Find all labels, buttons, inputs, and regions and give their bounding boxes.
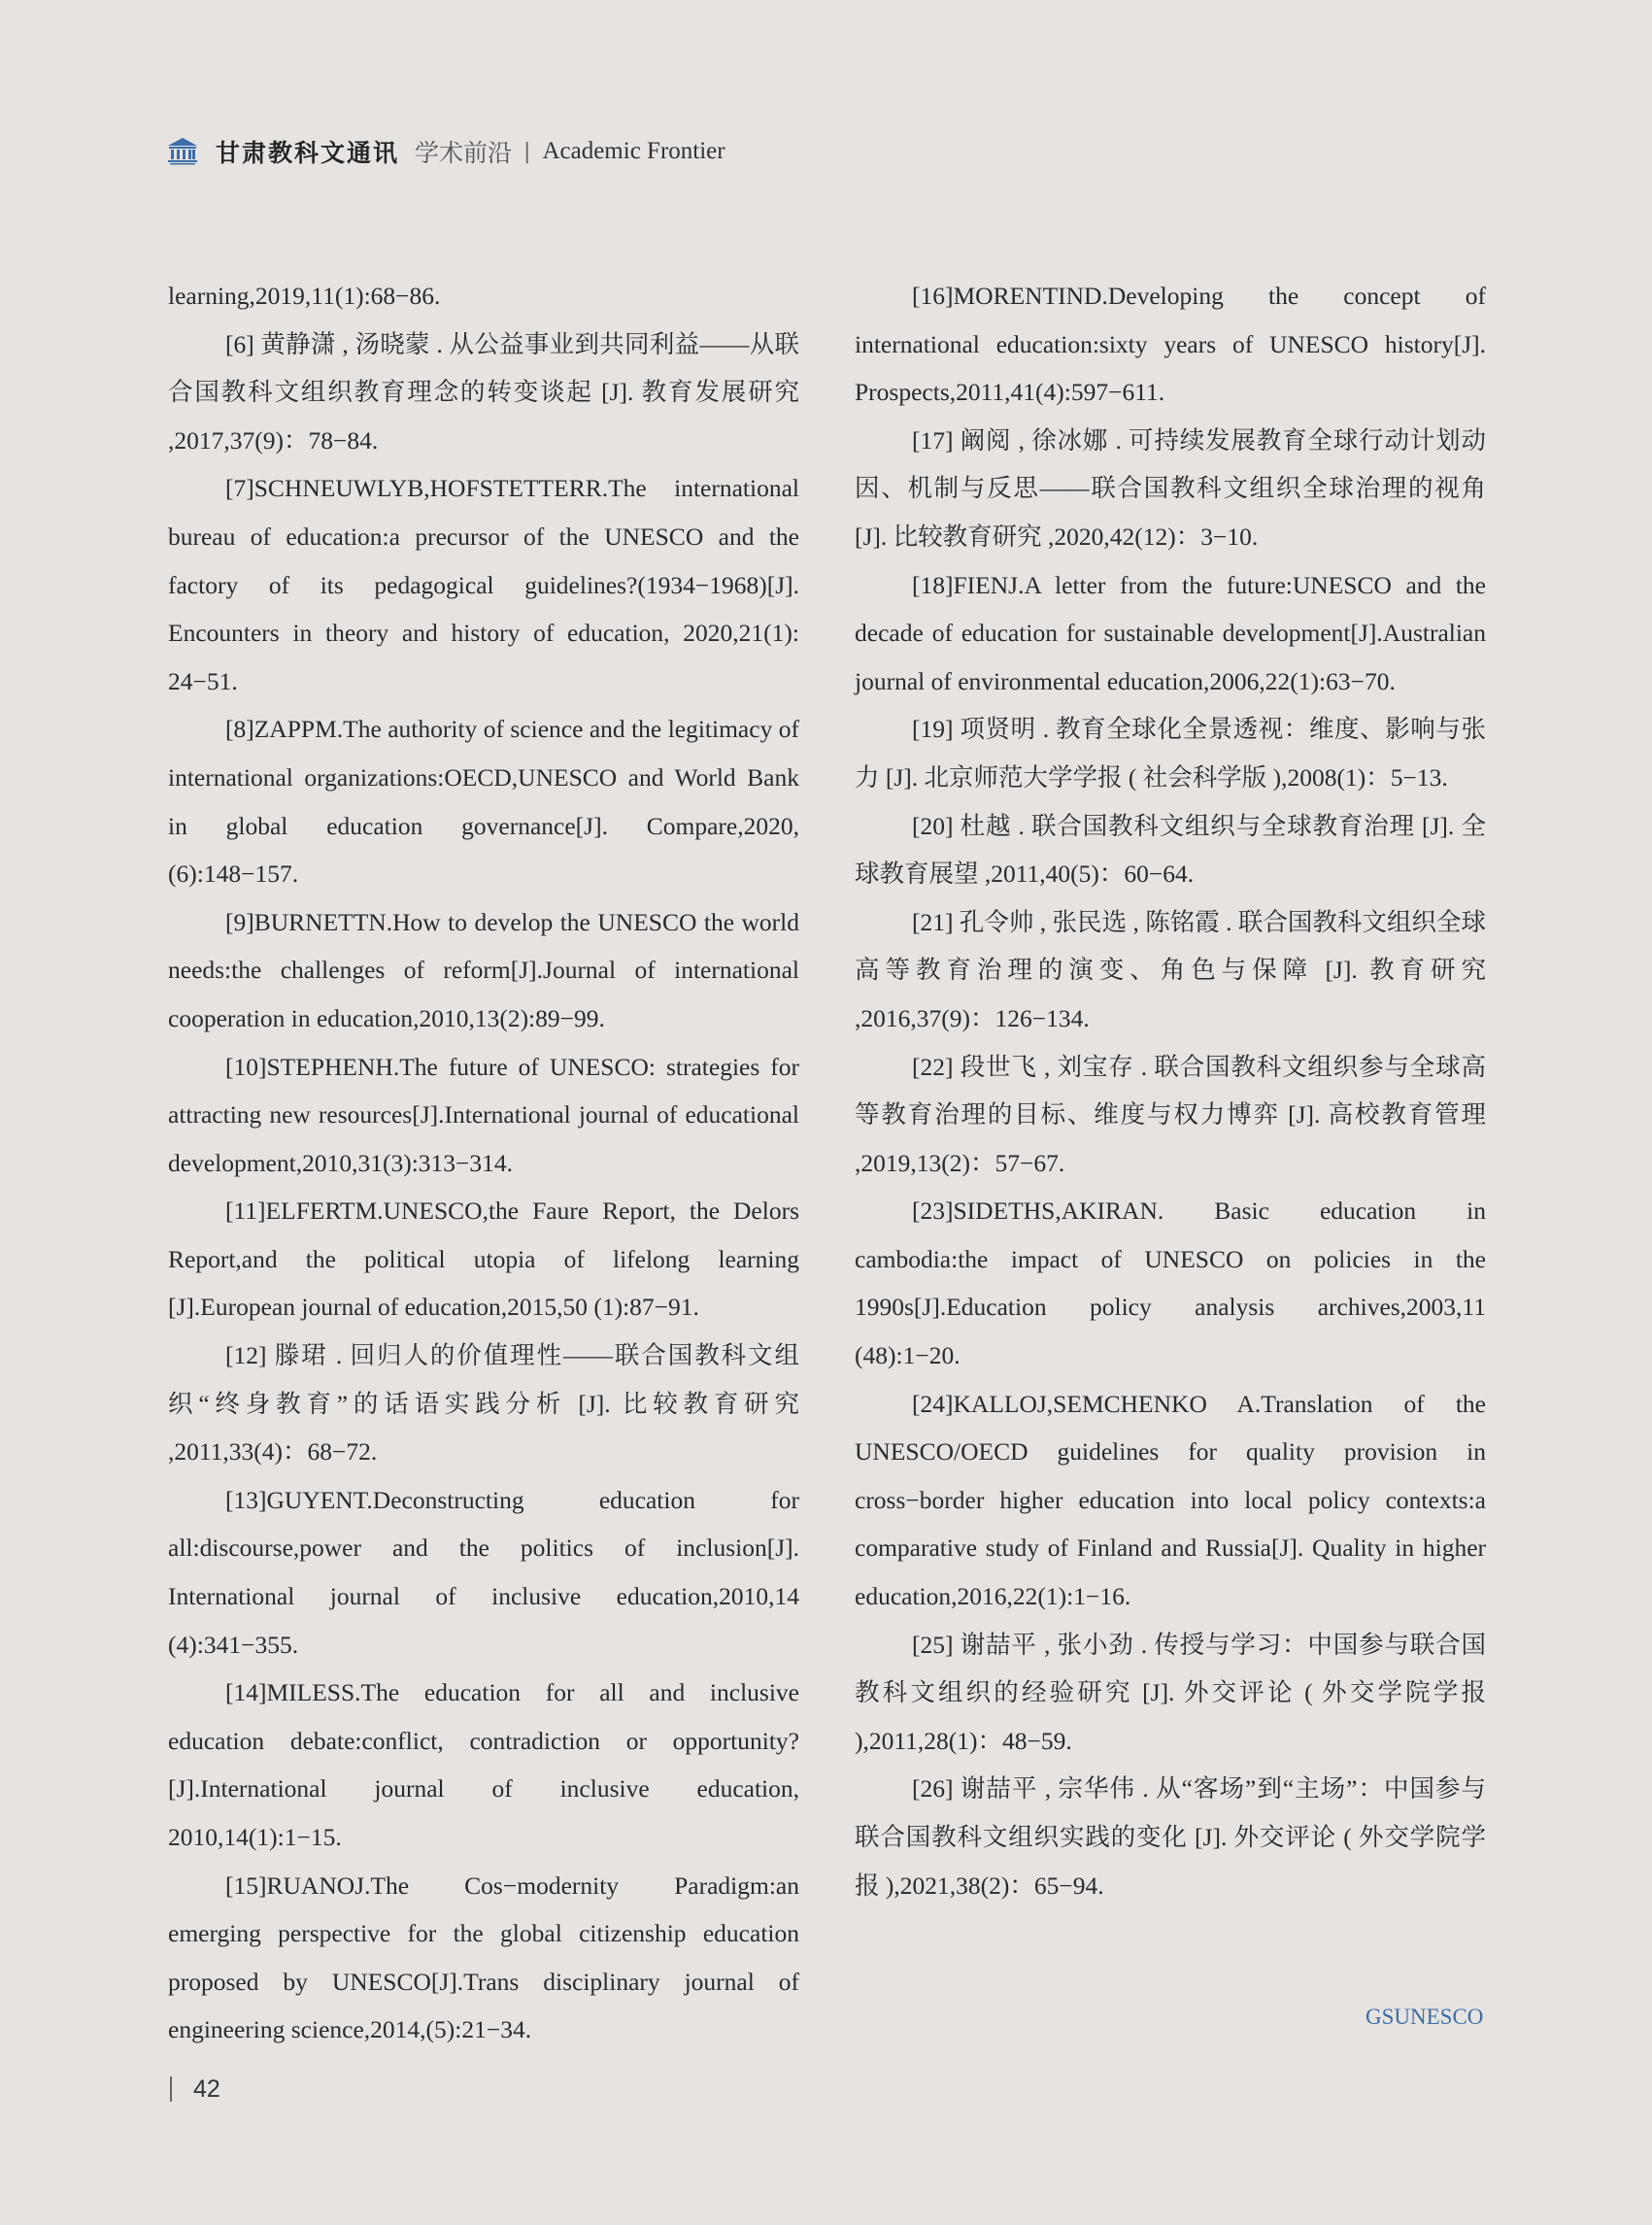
- section-title-en: Academic Frontier: [542, 138, 725, 164]
- header-separator: |: [523, 139, 531, 164]
- reference-item: [16]MORENTIND.Developing the concept of international education:sixty years of UNESCO history[J]. Prospects,2011,41(4):597−611.: [855, 282, 1486, 407]
- reference-item: learning,2019,11(1):68−86.: [168, 282, 441, 310]
- section-title-cn: 学术前沿: [415, 139, 513, 167]
- reference-item: [14]MILESS.The education for all and inclusive education debate:conflict, contradiction or opportunity?[J].International journal of inclusive education, 2010,14(1):1−15.: [168, 1678, 799, 1851]
- reference-item: [20] 杜越 . 联合国教科文组织与全球教育治理 [J]. 全球教育展望 ,2011,40(5)：60−64.: [855, 811, 1486, 889]
- reference-item: [7]SCHNEUWLYB,HOFSTETTERR.The international bureau of education:a precursor of the UNESCO and the factory of its pedagogical guidelines?(1934−1968)[J]. Encounters in theory and history of education, 2020,21(1): 24−51.: [168, 474, 799, 695]
- reference-item: [23]SIDETHS,AKIRAN. Basic education in cambodia:the impact of UNESCO on policies in the 1990s[J].Education policy analysis archives,2003,11 (48):1−20.: [855, 1197, 1486, 1370]
- reference-item: [25] 谢喆平 , 张小劲 . 传授与学习：中国参与联合国教科文组织的经验研究 [J]. 外交评论 ( 外交学院学报 ),2011,28(1)：48−59.: [855, 1630, 1486, 1755]
- reference-item: [19] 项贤明 . 教育全球化全景透视：维度、影响与张力 [J]. 北京师范大学学报 ( 社会科学版 ),2008(1)：5−13.: [855, 715, 1486, 792]
- reference-item: [11]ELFERTM.UNESCO,the Faure Report, the Delors Report,and the political utopia of lifelong learning [J].European journal of education,2015,50 (1):87−91.: [168, 1197, 799, 1322]
- reference-item: [24]KALLOJ,SEMCHENKO A.Translation of the UNESCO/OECD guidelines for quality provision in cross−border higher education into local policy contexts:a comparative study of Finland and Russia[J]. Quality in higher education,2016,22(1):1−16.: [855, 1389, 1486, 1611]
- journal-name: 甘肃教科文通讯: [216, 139, 400, 167]
- brand-footer-mark: GSUNESCO: [1365, 2005, 1484, 2029]
- reference-item: [15]RUANOJ.The Cos−modernity Paradigm:an emerging perspective for the global citizenship education proposed by UNESCO[J].Trans disciplinary journal of engineering science,2014,(5):21−34.: [168, 1871, 799, 2044]
- page-number-block: [170, 2073, 220, 2106]
- references-left-column: [168, 272, 799, 2054]
- page-number: 42: [193, 2074, 220, 2103]
- page-header: [167, 134, 725, 169]
- reference-item: [17] 阚阅 , 徐冰娜 . 可持续发展教育全球行动计划动因、机制与反思——联合国教科文组织全球治理的视角 [J]. 比较教育研究 ,2020,42(12)：3−10.: [855, 425, 1486, 551]
- reference-item: [22] 段世飞 , 刘宝存 . 联合国教科文组织参与全球高等教育治理的目标、维度与权力博弈 [J]. 高校教育管理 ,2019,13(2)：57−67.: [855, 1052, 1486, 1177]
- reference-item: [26] 谢喆平 , 宗华伟 . 从“客场”到“主场”：中国参与联合国教科文组织实践的变化 [J]. 外交评论 ( 外交学院学报 ),2021,38(2)：65−94.: [855, 1774, 1486, 1900]
- reference-item: [13]GUYENT.Deconstructing education for all:discourse,power and the politics of inclusion[J]. International journal of inclusive education,2010,14 (4):341−355.: [168, 1485, 799, 1659]
- references-right-column: [855, 272, 1486, 1909]
- reference-item: [10]STEPHENH.The future of UNESCO: strategies for attracting new resources[J].International journal of educational development,2010,31(3):313−314.: [168, 1052, 799, 1177]
- reference-item: [8]ZAPPM.The authority of science and the legitimacy of international organizations:OECD,UNESCO and World Bank in global education governance[J]. Compare,2020,(6):148−157.: [168, 715, 799, 889]
- reference-item: [21] 孔令帅 , 张民选 , 陈铭霞 . 联合国教科文组织全球高等教育治理的演变、角色与保障 [J]. 教育研究 ,2016,37(9)：126−134.: [855, 907, 1486, 1032]
- reference-item: [18]FIENJ.A letter from the future:UNESCO and the decade of education for sustainable development[J].Australian journal of environmental education,2006,22(1):63−70.: [855, 570, 1486, 695]
- reference-item: [9]BURNETTN.How to develop the UNESCO the world needs:the challenges of reform[J].Journal of international cooperation in education,2010,13(2):89−99.: [168, 907, 799, 1032]
- reference-item: [12] 滕珺 . 回归人的价值理性——联合国教科文组织“终身教育”的话语实践分析 [J]. 比较教育研究 ,2011,33(4)：68−72.: [168, 1341, 799, 1466]
- page-number-bar: [170, 2076, 172, 2102]
- unesco-temple-logo-icon: [167, 137, 198, 166]
- reference-item: [6] 黄静潇 , 汤晓蒙 . 从公益事业到共同利益——从联合国教科文组织教育理念的转变谈起 [J]. 教育发展研究 ,2017,37(9)：78−84.: [168, 329, 799, 455]
